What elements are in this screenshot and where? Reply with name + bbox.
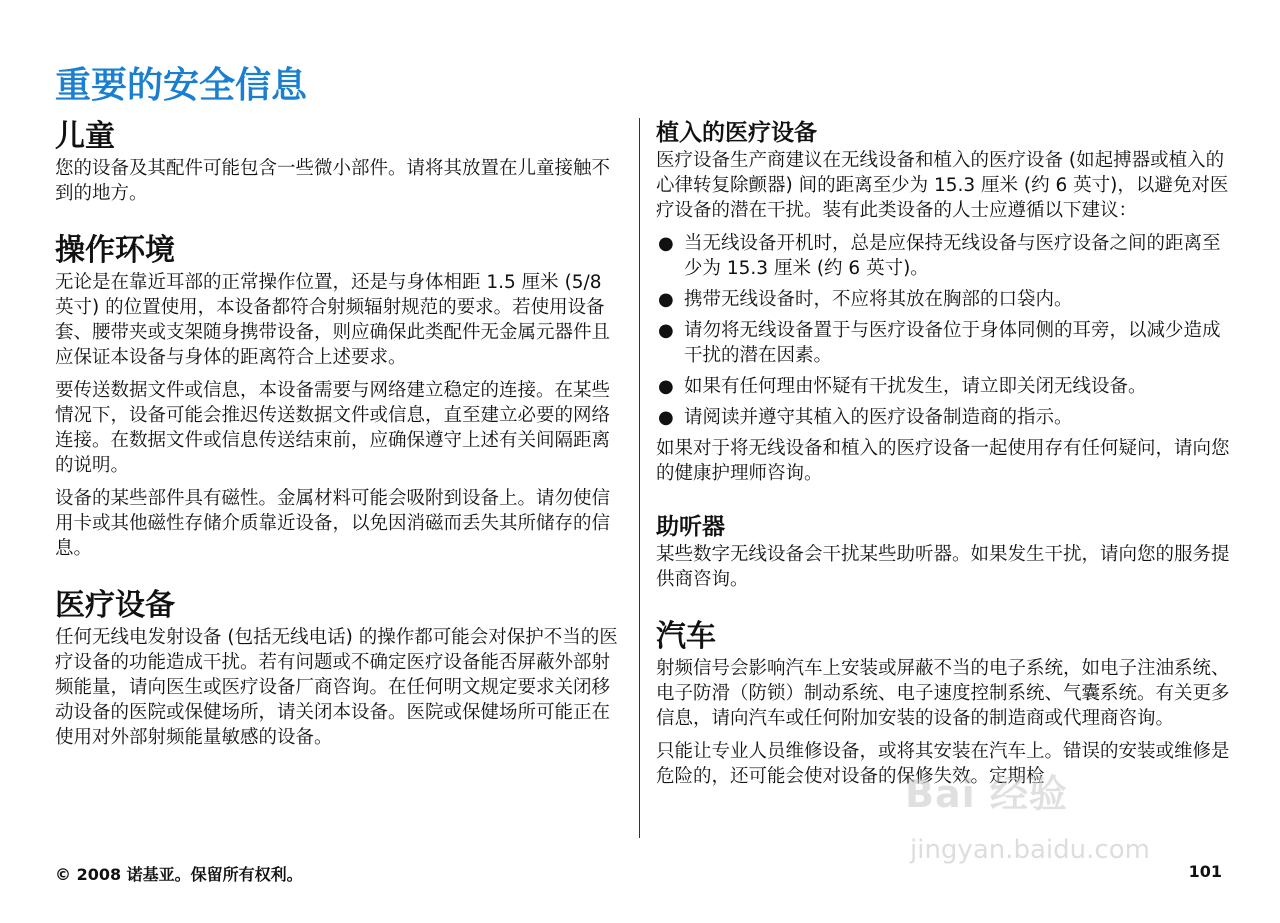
paragraph: 无论是在靠近耳部的正常操作位置，还是与身体相距 1.5 厘米 (5/8 英寸) 的位置使用，本设备都符合射频辐射规范的要求。若使用设备套、腰带夹或支架随身携带设备，则应确保此类配件无金属元器件且应保证本设备与身体的距离符合上述要求。 [55, 272, 611, 368]
section-hearing-aids [656, 512, 1231, 592]
bullet-icon: ● [658, 320, 674, 341]
list-item [656, 374, 1231, 399]
watermark-url: jingyan.baidu.com [910, 835, 1150, 865]
section-operating-environment [55, 232, 625, 561]
list-item-text: 请阅读并遵守其植入的医疗设备制造商的指示。 [684, 407, 1073, 428]
list-item-text: 如果有任何理由怀疑有干扰发生，请立即关闭无线设备。 [684, 376, 1147, 397]
paragraph: 设备的某些部件具有磁性。金属材料可能会吸附到设备上。请勿使信用卡或其他磁性存储介质靠近设备，以免因消磁而丢失其所储存的信息。 [55, 488, 611, 559]
paragraph: 只能让专业人员维修设备，或将其安装在汽车上。错误的安装或维修是危险的，还可能会使对设备的保修失效。定期检 [656, 741, 1230, 787]
paragraph: 任何无线电发射设备 (包括无线电话) 的操作都可能会对保护不当的医疗设备的功能造成干扰。若有问题或不确定医疗设备能否屏蔽外部射频能量，请向医生或医疗设备厂商咨询。在任何明文规定要求关闭移动设备的医院或保健场所，请关闭本设备。医院或保健场所可能正在使用对外部射频能量敏感的设备。 [55, 627, 618, 748]
section-heading-children: 儿童 [55, 119, 115, 154]
bullet-icon: ● [658, 233, 674, 254]
paragraph: 您的设备及其配件可能包含一些微小部件。请将其放置在儿童接触不到的地方。 [55, 158, 611, 204]
section-heading-medical-devices: 医疗设备 [55, 588, 175, 623]
section-vehicles [656, 618, 1231, 789]
paragraph: 射频信号会影响汽车上安装或屏蔽不当的电子系统，如电子注油系统、电子防滑（防锁）制动系统、电子速度控制系统、气囊系统。有关更多信息，请向汽车或任何附加安装的设备的制造商或代理商咨询。 [656, 658, 1230, 729]
bullet-icon: ● [658, 376, 674, 397]
page-number: 101 [1188, 862, 1222, 881]
paragraph: 某些数字无线设备会干扰某些助听器。如果发生干扰，请向您的服务提供商咨询。 [656, 544, 1230, 590]
section-heading-vehicles: 汽车 [656, 619, 716, 654]
section-heading-operating-environment: 操作环境 [55, 233, 175, 268]
list-item-text: 当无线设备开机时，总是应保持无线设备与医疗设备之间的距离至少为 15.3 厘米 (约 6 英寸)。 [684, 233, 1221, 279]
section-implanted-devices [656, 118, 1231, 486]
watermark-logo: Bai 经验 [905, 772, 1068, 816]
section-heading-implanted-devices: 植入的医疗设备 [656, 120, 817, 146]
paragraph: 医疗设备生产商建议在无线设备和植入的医疗设备 (如起搏器或植入的心律转复除颤器) 间的距离至少为 15.3 厘米 (约 6 英寸)，以避免对医疗设备的潜在干扰。装有此类设备的人士应遵循以下建议： [656, 150, 1229, 221]
section-heading-hearing-aids: 助听器 [656, 514, 725, 540]
list-item [656, 405, 1231, 430]
section-children [55, 118, 625, 206]
right-column [656, 118, 1231, 815]
list-item [656, 287, 1231, 312]
list-item [656, 231, 1231, 281]
copyright-text: © 2008 诺基亚。保留所有权利。 [55, 865, 303, 884]
paragraph: 如果对于将无线设备和植入的医疗设备一起使用存有任何疑问，请向您的健康护理师咨询。 [656, 438, 1230, 484]
bullet-icon: ● [658, 289, 674, 310]
list-item-text: 携带无线设备时，不应将其放在胸部的口袋内。 [684, 289, 1073, 310]
list-item-text: 请勿将无线设备置于与医疗设备位于身体同侧的耳旁，以减少造成干扰的潜在因素。 [684, 320, 1221, 366]
bullet-icon: ● [658, 407, 674, 428]
page-title: 重要的安全信息 [55, 65, 308, 106]
column-divider [639, 118, 640, 838]
left-column [55, 118, 625, 776]
section-medical-devices [55, 587, 625, 750]
paragraph: 要传送数据文件或信息，本设备需要与网络建立稳定的连接。在某些情况下，设备可能会推迟传送数据文件或信息，直至建立必要的网络连接。在数据文件或信息传送结束前，应确保遵守上述有关间隔距离的说明。 [55, 380, 611, 476]
list-item [656, 318, 1231, 368]
bullet-list [656, 231, 1231, 430]
